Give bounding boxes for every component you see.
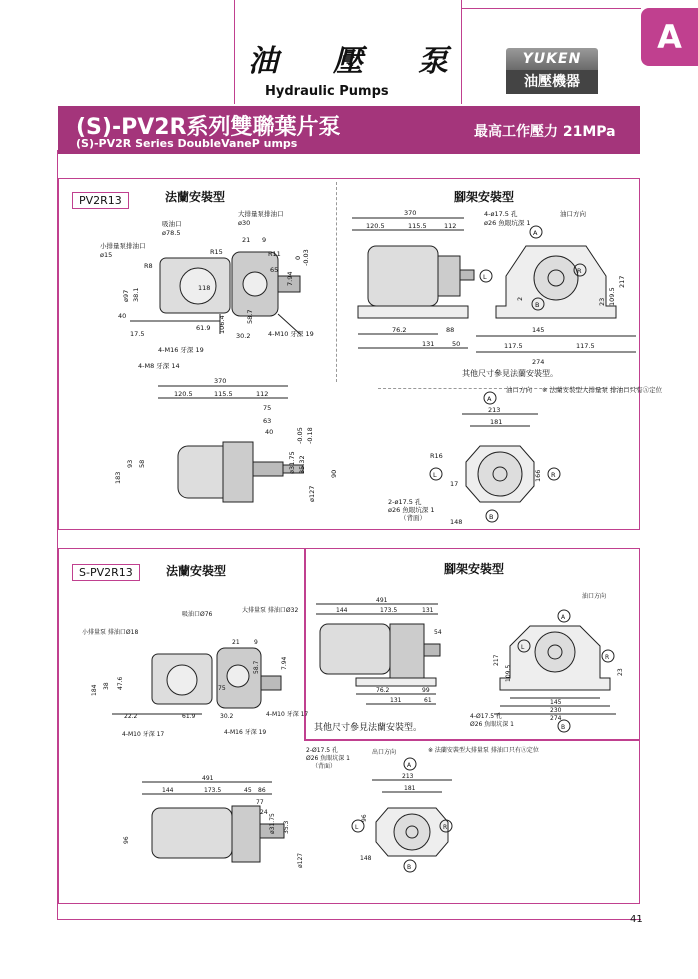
yuken-logo	[506, 48, 598, 94]
lbl-fend-148: 148	[450, 518, 463, 526]
frame-line-right	[461, 0, 462, 104]
lbl-inlet: 吸油口	[162, 220, 182, 228]
lbl2-fend-hole: 2-Ø17.5 孔	[306, 747, 338, 754]
lbl2-fend-148: 148	[360, 855, 372, 862]
lbl-63: 63	[263, 417, 272, 425]
lbl2-foot-762: 76.2	[376, 687, 390, 694]
lbl-75: 75	[263, 404, 272, 412]
lbl-21: 21	[242, 236, 251, 244]
lbl-foot-88: 88	[446, 326, 455, 334]
lbl2-foot-131b: 131	[390, 697, 402, 704]
series-title: (S)-PV2R系列雙聯葉片泵	[76, 115, 341, 140]
lbl-1205: 120.5	[174, 390, 193, 398]
lbl-d97: ø97	[122, 289, 130, 302]
lbl-fend-r16: R16	[430, 452, 443, 460]
lbl2-side-45: 45	[244, 787, 252, 794]
lbl-794: 7.94	[286, 271, 294, 286]
lbl-end-217: 217	[618, 275, 626, 288]
lbl2-foot-99: 99	[422, 687, 430, 694]
lbl-175: 17.5	[130, 330, 145, 338]
lbl2-fend-a: A	[407, 762, 412, 769]
lbl-fend-oil-dir: 油口方向	[506, 386, 532, 394]
lbl2-75: 75	[218, 685, 226, 692]
lbl-end-counterbore: ø26 魚眼坑深 1	[484, 219, 531, 227]
lbl2-587: 58.7	[253, 660, 260, 674]
lbl2-side-77: 77	[256, 799, 264, 806]
foot-mount-heading-1: 腳架安裝型	[454, 190, 515, 204]
lbl2-end-217: 217	[493, 654, 500, 666]
frame-line-top	[461, 8, 641, 9]
lbl-foot-112: 112	[444, 222, 457, 230]
lbl-fend-l: L	[433, 471, 437, 479]
lbl2-foot-131: 131	[422, 607, 434, 614]
logo-company: 油壓機器	[506, 70, 598, 94]
lbl2-end-hole: 4-Ø17.5 孔	[470, 713, 502, 720]
lbl-m8: 4-M8 牙深 14	[138, 362, 180, 370]
lbl2-end-l: L	[521, 644, 525, 651]
lbl-fend-166: 166	[534, 469, 542, 482]
lbl2-fend-181: 181	[404, 785, 416, 792]
lbl-93: 93	[126, 459, 134, 468]
pv2r13-flange-front-drawing	[100, 206, 340, 376]
lbl-005: -0.05	[296, 427, 304, 444]
lbl-3175: ø31.75	[288, 451, 296, 474]
lbl-end-1175b: 117.5	[576, 342, 595, 350]
lbl2-end-counterbore: Ø26 魚眼坑深 1	[470, 721, 514, 728]
lbl-end-hole: 4-ø17.5 孔	[484, 210, 518, 218]
frame-line-left	[234, 0, 235, 104]
lbl-r15: R15	[210, 248, 223, 256]
lbl-018: -0.18	[306, 427, 314, 444]
lbl2-small-outlet: 小排量泵 排油口Ø18	[82, 629, 139, 636]
lbl2-foot-1735: 173.5	[380, 607, 398, 614]
lbl-127: ø127	[308, 485, 316, 502]
lbl-end-l: L	[483, 273, 487, 281]
lbl-65: 65	[270, 266, 279, 274]
pv2r13-flange-end-drawing	[380, 382, 663, 526]
lbl2-foot-54: 54	[434, 629, 442, 636]
lbl2-end-274: 274	[550, 715, 562, 722]
s-pv2r13-foot-side-drawing	[306, 594, 456, 714]
lbl-foot-370: 370	[404, 209, 417, 217]
lbl-40b: 40	[265, 428, 274, 436]
lbl-foot-1205: 120.5	[366, 222, 385, 230]
page-number: 41	[630, 914, 643, 925]
panel1-ref-note: 其他尺寸參見法蘭安裝型。	[462, 369, 558, 378]
foot-mount-heading-2: 腳架安裝型	[444, 562, 505, 576]
lbl2-end-a: A	[561, 614, 566, 621]
lbl-fend-b: B	[489, 513, 494, 521]
series-subtitle: (S)-PV2R Series DoubleVaneP umps	[76, 137, 298, 150]
lbl2-foot-491: 491	[376, 597, 388, 604]
page-title-cn	[248, 36, 448, 80]
lbl-r8: R8	[144, 262, 153, 270]
s-pv2r13-flange-front-drawing	[82, 604, 309, 744]
panel2-ref-note: 其他尺寸參見法蘭安裝型。	[314, 723, 423, 733]
lbl2-fend-counterbore: Ø26 魚眼坑深 1	[306, 755, 350, 762]
s-pv2r13-flange-end-drawing	[306, 742, 546, 874]
lbl2-end-1095: 109.5	[505, 664, 512, 682]
lbl2-large-outlet: 大排量泵 排油口Ø32	[242, 607, 299, 614]
lbl-m10: 4-M10 牙深 19	[268, 330, 314, 338]
title-char-2: 壓	[333, 44, 363, 79]
lbl-112: 112	[256, 390, 269, 398]
lbl2-side-86: 86	[258, 787, 266, 794]
lbl-38: 38.1	[132, 287, 140, 302]
lbl2-side-3175: ø31.75	[269, 813, 276, 834]
lbl-fend-note: ※ 法蘭安裝型大排量泵 排油口只有Ⓐ定位	[542, 386, 663, 394]
pv2r13-foot-end-drawing	[476, 206, 638, 378]
pv2r13-foot-side-drawing	[338, 206, 488, 366]
lbl-end-274: 274	[532, 358, 545, 366]
lbl-small-outlet: 小排量泵排油口	[100, 242, 146, 250]
lbl-fend-213: 213	[488, 406, 501, 414]
lbl2-foot-61: 61	[424, 697, 432, 704]
lbl-3532: 35.32	[298, 455, 306, 474]
lbl-587: 58.7	[246, 309, 254, 324]
lbl2-side-491: 491	[202, 775, 214, 782]
lbl-foot-1155: 115.5	[408, 222, 427, 230]
lbl-fend-r: R	[551, 471, 556, 479]
lbl2-side-353: 35.3	[283, 820, 290, 834]
lbl-003: -0.03	[302, 249, 310, 266]
lbl-fend-hole: 2-ø17.5 孔	[388, 498, 422, 506]
logo-brand: YUKEN	[506, 48, 598, 70]
flange-mount-heading-1: 法蘭安裝型	[165, 190, 226, 204]
lbl2-fend-l: L	[355, 824, 359, 831]
lbl2-end-230: 230	[550, 707, 562, 714]
lbl2-end-b: B	[561, 724, 566, 731]
lbl-end-a: A	[533, 229, 538, 237]
flange-mount-heading-2: 法蘭安裝型	[166, 564, 227, 578]
lbl2-side-24: 24	[260, 809, 268, 816]
lbl2-fend-r: R	[443, 824, 448, 831]
lbl2-fend-oil-dir: 出口方向	[372, 749, 397, 756]
lbl2-184: 184	[91, 684, 98, 696]
lbl-90: 90	[330, 469, 338, 478]
lbl2-side-144: 144	[162, 787, 174, 794]
title-char-3: 泵	[418, 44, 448, 79]
lbl2-fend-back: （背面）	[312, 763, 337, 770]
lbl2-end-145: 145	[550, 699, 562, 706]
model-tag-pv2r13: PV2R13	[72, 192, 129, 209]
lbl-1064: 106.4	[218, 315, 226, 334]
lbl2-fend-213: 213	[402, 773, 414, 780]
lbl2-m10-b: 4-M10 牙深 17	[122, 731, 165, 738]
lbl2-m10-a: 4-M10 牙深 17	[266, 711, 309, 718]
lbl-small-outlet-dia: ø15	[100, 251, 113, 259]
lbl2-302: 30.2	[220, 713, 234, 720]
lbl2-fend-b: B	[407, 864, 412, 871]
lbl-fend-counterbore: ø26 魚眼坑深 1	[388, 506, 435, 514]
lbl-large-outlet-dia: ø30	[238, 219, 251, 227]
lbl-end-145: 145	[532, 326, 545, 334]
lbl-0: 0	[294, 255, 302, 260]
lbl-r11: R11	[268, 250, 281, 258]
lbl-end-2: 2	[516, 296, 524, 301]
lbl-foot-131: 131	[422, 340, 435, 348]
lbl-302: 30.2	[236, 332, 251, 340]
lbl2-fend-96: 96	[361, 814, 368, 822]
lbl2-m16: 4-M16 牙深 19	[224, 729, 267, 736]
lbl2-fend-note: ※ 法蘭安裝型大排量泵 排油口只有Ⓐ定位	[428, 747, 539, 754]
lbl2-inlet: 吸油口Ø76	[182, 611, 213, 618]
lbl2-end-r: R	[605, 654, 610, 661]
max-pressure: 最高工作壓力 21MPa	[474, 124, 616, 140]
section-tab: A	[641, 8, 698, 66]
lbl-fend-17: 17	[450, 480, 459, 488]
lbl2-794: 7.94	[281, 656, 288, 670]
title-char-1: 油	[248, 44, 278, 79]
lbl2-foot-144: 144	[336, 607, 348, 614]
lbl-370: 370	[214, 377, 227, 385]
lbl2-9: 9	[254, 639, 258, 646]
lbl-9: 9	[262, 236, 267, 244]
lbl-118: 118	[198, 284, 211, 292]
lbl-end-23: 23	[598, 297, 606, 306]
lbl-end-1175a: 117.5	[504, 342, 523, 350]
lbl2-side-1735: 173.5	[204, 787, 222, 794]
lbl2-222: 22.2	[124, 713, 138, 720]
lbl-619: 61.9	[196, 324, 211, 332]
lbl-40: 40	[118, 312, 127, 320]
lbl2-21: 21	[232, 639, 240, 646]
lbl-end-r: R	[577, 267, 582, 275]
lbl2-side-127: ø127	[297, 852, 304, 868]
lbl-58: 58	[138, 459, 146, 468]
lbl-end-oil-dir: 油口方向	[560, 210, 586, 218]
lbl-end-1095: 109.5	[608, 287, 616, 306]
model-tag-s-pv2r13: S-PV2R13	[72, 564, 140, 581]
lbl2-38: 38	[103, 682, 110, 690]
lbl-fend-181: 181	[490, 418, 503, 426]
lbl-inlet-dia: ø78.5	[162, 229, 181, 237]
s-pv2r13-flange-side-drawing	[112, 772, 312, 882]
s-pv2r13-foot-end-drawing	[470, 586, 636, 736]
lbl-foot-762: 76.2	[392, 326, 407, 334]
panel2-divider-h	[304, 739, 640, 741]
lbl-1155: 115.5	[214, 390, 233, 398]
lbl-end-b: B	[535, 301, 540, 309]
lbl2-end-23: 23	[617, 668, 624, 676]
lbl2-619: 61.9	[182, 713, 196, 720]
lbl-fend-a: A	[487, 395, 492, 403]
lbl-large-outlet: 大排量泵排油口	[238, 210, 284, 218]
lbl-m16: 4-M16 牙深 19	[158, 346, 204, 354]
footer-line	[57, 919, 641, 920]
lbl-fend-back: （背面）	[400, 514, 426, 522]
lbl2-side-96: 96	[123, 836, 130, 844]
page-title-en: Hydraulic Pumps	[265, 84, 389, 99]
pv2r13-flange-side-drawing	[108, 374, 348, 524]
lbl-foot-50: 50	[452, 340, 461, 348]
lbl2-end-oil-dir: 油口方向	[582, 593, 607, 600]
lbl2-476: 47.6	[117, 676, 124, 690]
lbl-183: 183	[114, 471, 122, 484]
